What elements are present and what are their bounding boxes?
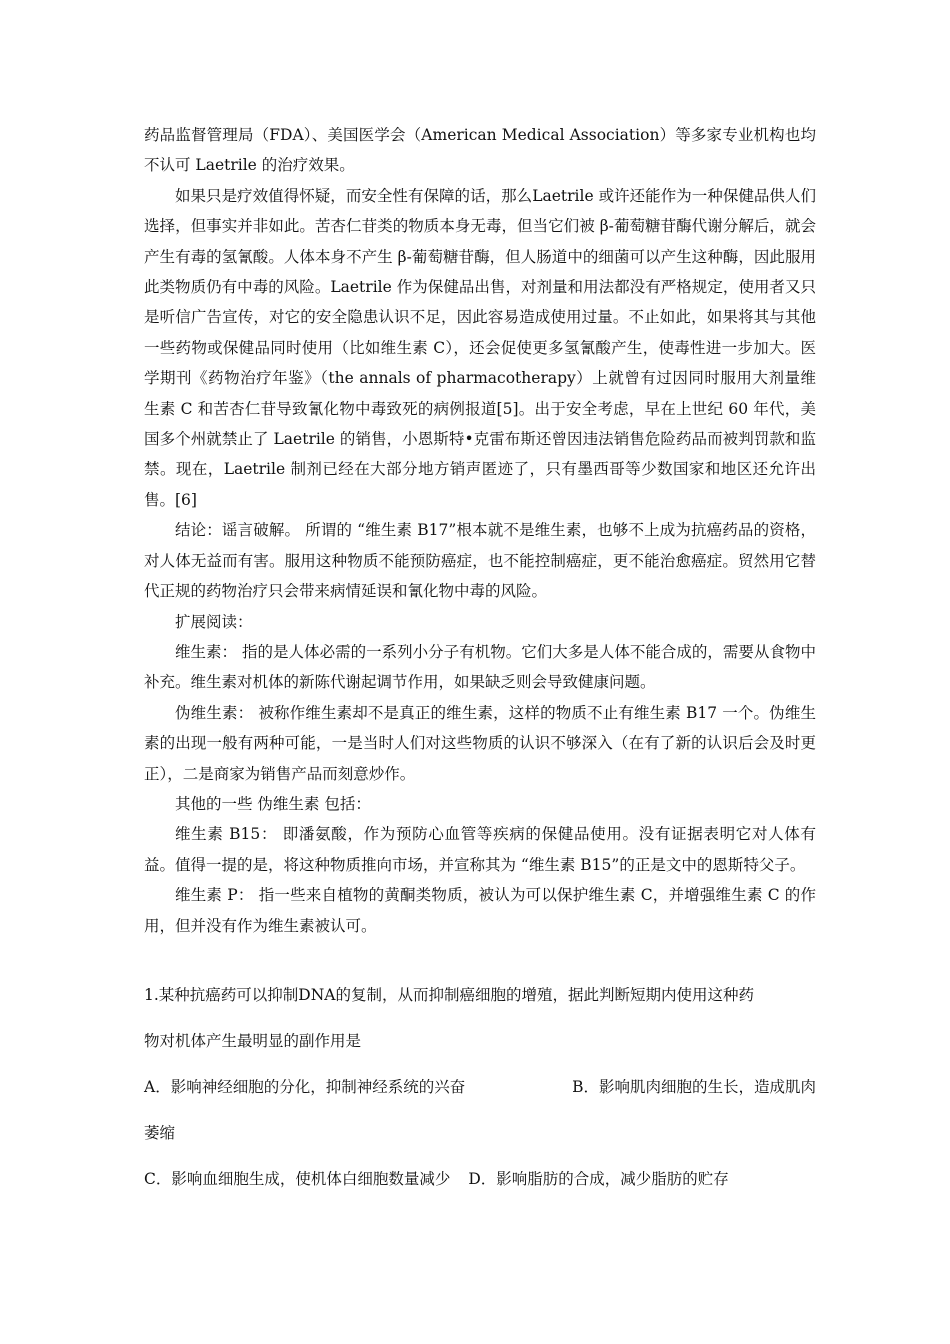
question-stem-line1: 1.某种抗癌药可以抑制DNA的复制，从而抑制癌细胞的增殖，据此判断短期内使用这种药 bbox=[144, 986, 754, 1004]
options-row-ab bbox=[144, 1064, 816, 1110]
option-c: C．影响血细胞生成，使机体白细胞数量减少 bbox=[144, 1170, 451, 1188]
article-body bbox=[144, 120, 816, 941]
option-b: B．影响肌肉细胞的生长，造成肌肉 bbox=[572, 1078, 816, 1096]
option-d: D．影响脂肪的合成，减少脂肪的贮存 bbox=[468, 1170, 729, 1188]
paragraph-vitamin-b15: 维生素 B15： 即潘氨酸，作为预防心血管等疾病的保健品使用。没有证据表明它对人体有益。值得一提的是，将这种物质推向市场，并宣称其为 “维生素 B15”的正是文中的恩斯特父子。 bbox=[144, 825, 816, 874]
question-stem-line2: 物对机体产生最明显的副作用是 bbox=[144, 1032, 362, 1050]
option-a: A．影响神经细胞的分化，抑制神经系统的兴奋 bbox=[144, 1078, 466, 1096]
question-block bbox=[144, 972, 816, 1202]
paragraph-pseudo-vitamin: 伪维生素： 被称作维生素却不是真正的维生素，这样的物质不止有维生素 B17 一个。伪维生素的出现一般有两种可能，一是当时人们对这些物质的认识不够深入（在有了新的认识后会及时更正），二是商家为销售产品而刻意炒作。 bbox=[144, 703, 816, 783]
paragraph-conclusion: 结论：谣言破解。 所谓的 “维生素 B17”根本就不是维生素，也够不上成为抗癌药品的资格，对人体无益而有害。服用这种物质不能预防癌症，也不能控制癌症，更不能治愈癌症。贸然用它替代正规的药物治疗只会带来病情延误和氰化物中毒的风险。 bbox=[144, 521, 816, 601]
options-row-cd bbox=[144, 1156, 816, 1202]
paragraph-safety: 如果只是疗效值得怀疑，而安全性有保障的话，那么Laetrile 或许还能作为一种保健品供人们选择，但事实并非如此。苦杏仁苷类的物质本身无毒，但当它们被 β-葡萄糖苷酶代谢分解后，就会产生有毒的氢氰酸。人体本身不产生 β-葡萄糖苷酶，但人肠道中的细菌可以产生这种酶，因此服用此类物质仍有中毒的风险。Laetrile 作为保健品出售，对剂量和用法都没有严格规定，使用者又只是听信广告宣传，对它的安全隐患认识不足，因此容易造成使用过量。不止如此，如果将其与其他一些药物或保健品同时使用（比如维生素 C），还会促使更多氢氰酸产生，使毒性进一步加大。医学期刊《药物治疗年鉴》（the annals of pharmacotherapy）上就曾有过因同时服用大剂量维生素 C 和苦杏仁苷导致氰化物中毒致死的病例报道[5]。出于安全考虑，早在上世纪 60 年代，美国多个州就禁止了 Laetrile 的销售，小恩斯特•克雷布斯还曾因违法销售危险药品而被判罚款和监禁。现在，Laetrile 制剂已经在大部分地方销声匿迹了，只有墨西哥等少数国家和地区还允许出售。[6] bbox=[144, 186, 816, 509]
paragraph-fda: 药品监督管理局（FDA）、美国医学会（American Medical Association）等多家专业机构也均不认可 Laetrile 的治疗效果。 bbox=[144, 126, 816, 175]
paragraph-extended-reading: 扩展阅读： bbox=[175, 612, 253, 631]
paragraph-vitamin-definition: 维生素： 指的是人体必需的一系列小分子有机物。它们大多是人体不能合成的，需要从食物中补充。维生素对机体的新陈代谢起调节作用，如果缺乏则会导致健康问题。 bbox=[144, 642, 816, 692]
option-b-continuation: 萎缩 bbox=[144, 1124, 176, 1142]
paragraph-other-pseudo: 其他的一些 伪维生素 包括： bbox=[175, 794, 371, 813]
paragraph-vitamin-p: 维生素 P： 指一些来自植物的黄酮类物质，被认为可以保护维生素 C，并增强维生素 C 的作用，但并没有作为维生素被认可。 bbox=[144, 886, 816, 935]
